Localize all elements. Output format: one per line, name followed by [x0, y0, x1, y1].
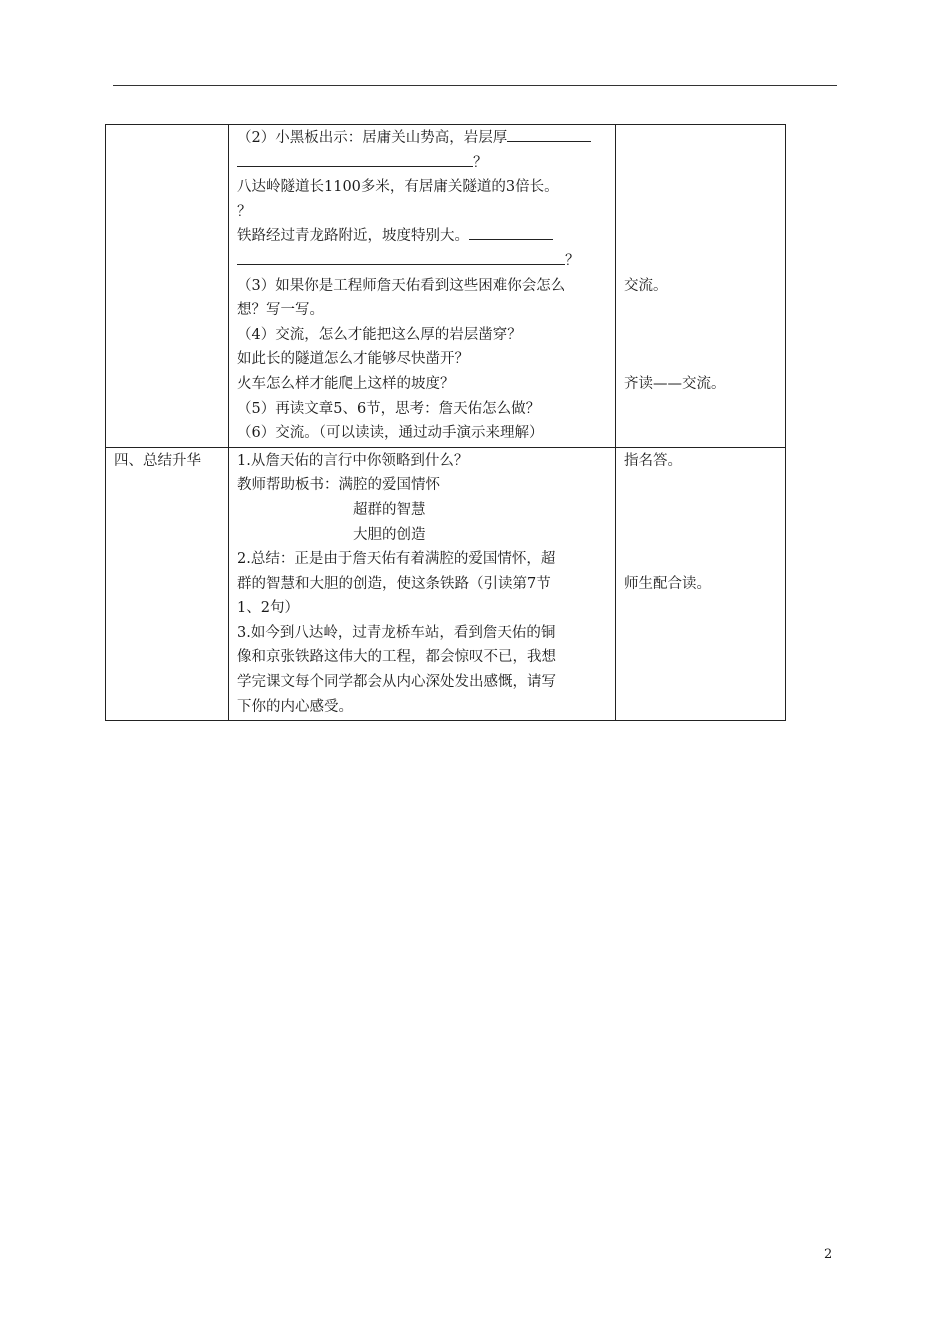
- text-line: 八达岭隧道长1100多米，有居庸关隧道的3倍长。: [237, 179, 559, 196]
- content-cell: [229, 125, 616, 448]
- student-activity: 师生配合读。: [624, 575, 711, 592]
- text-line: ？: [237, 203, 252, 220]
- text-line: （3）如果你是工程师詹天佑看到这些困难你会怎么: [237, 277, 566, 294]
- table-row: [106, 125, 786, 448]
- text-line: （5）再读文章5、6节，思考：詹天佑怎么做？: [237, 400, 541, 417]
- text-line: （4）交流，怎么才能把这么厚的岩层凿穿？: [237, 326, 522, 343]
- fill-blank: [507, 126, 591, 142]
- text-line: ？: [237, 249, 607, 274]
- text-line: 教师帮助板书：满腔的爱国情怀: [237, 477, 440, 494]
- fill-blank: [469, 224, 553, 240]
- student-activity: 指名答。: [624, 452, 682, 469]
- text-line: 3.如今到八达岭，过青龙桥车站，看到詹天佑的铜: [237, 624, 556, 641]
- blackboard-line: 大胆的创造: [353, 526, 426, 543]
- text-line: 1、2句）: [237, 600, 299, 617]
- stage-cell: [106, 447, 229, 721]
- text-line: 像和京张铁路这伟大的工程，都会惊叹不已，我想: [237, 649, 556, 666]
- content-cell: [229, 447, 616, 721]
- lesson-plan-table: [105, 124, 786, 721]
- text-line: （2）小黑板出示：居庸关山势高，岩层厚: [237, 126, 607, 151]
- table-row: [106, 447, 786, 721]
- header-rule: [113, 85, 837, 86]
- student-activity-cell: [616, 125, 786, 448]
- text-line: 1.从詹天佑的言行中你领略到什么？: [237, 452, 469, 469]
- text-line: 铁路经过青龙路附近，坡度特别大。: [237, 224, 607, 249]
- stage-cell: [106, 125, 229, 448]
- student-activity: 齐读——交流。: [624, 375, 726, 392]
- text-line: 想？写一写。: [237, 302, 324, 319]
- text-line: ？: [237, 151, 607, 176]
- blackboard-line: 超群的智慧: [353, 501, 426, 518]
- page-number: 2: [824, 1247, 833, 1262]
- text-line: 2.总结：正是由于詹天佑有着满腔的爱国情怀，超: [237, 551, 556, 568]
- text-line: 下你的内心感受。: [237, 698, 353, 715]
- text-line: 学完课文每个同学都会从内心深处发出感慨，请写: [237, 674, 556, 691]
- student-activity-cell: [616, 447, 786, 721]
- text-line: 群的智慧和大胆的创造，使这条铁路（引读第7节: [237, 575, 551, 592]
- text-line: （6）交流。（可以读读，通过动手演示来理解）: [237, 425, 544, 442]
- fill-blank: [237, 151, 473, 167]
- text-line: 火车怎么样才能爬上这样的坡度？: [237, 375, 455, 392]
- stage-label: 四、总结升华: [114, 452, 201, 469]
- text-line: 如此长的隧道怎么才能够尽快凿开？: [237, 351, 469, 368]
- student-activity: 交流。: [624, 277, 668, 294]
- fill-blank: [237, 249, 565, 265]
